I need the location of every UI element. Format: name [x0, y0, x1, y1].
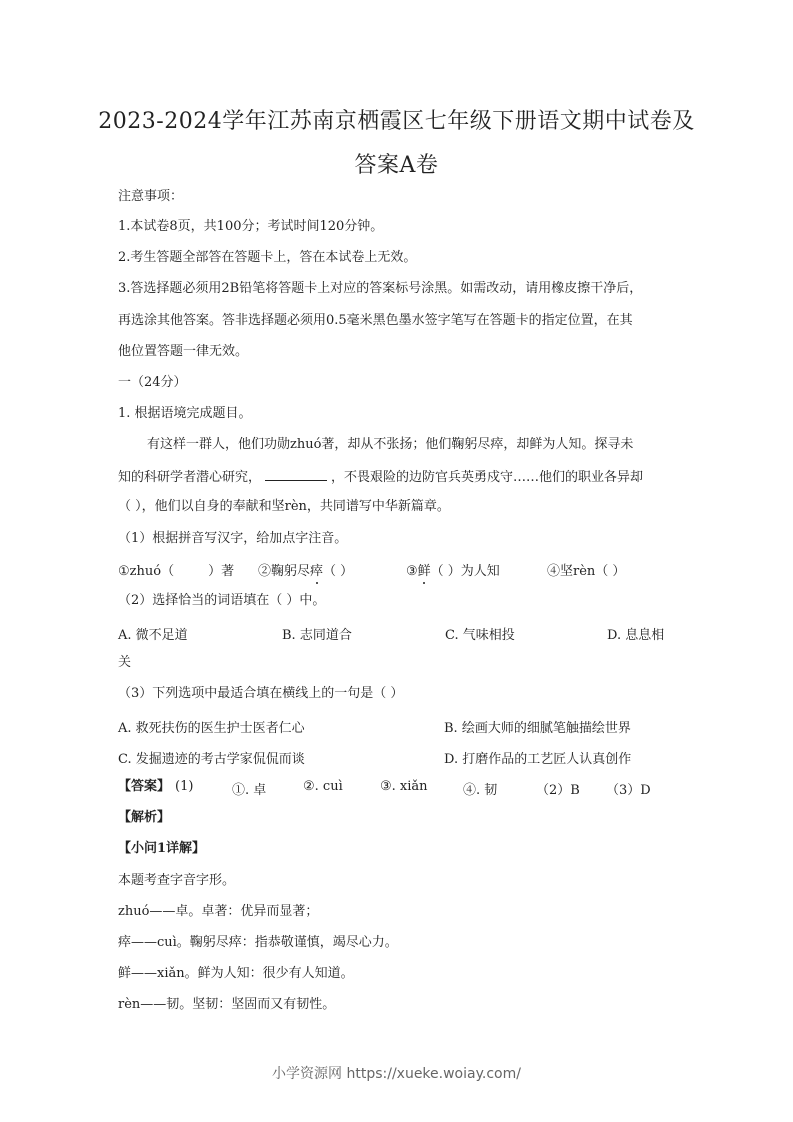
notice-item-3-cont2: 他位置答题一律无效。 — [118, 344, 249, 359]
sub-question-2-option-c: C. 气味相投 — [445, 628, 515, 643]
passage-line-2-after: ，不畏艰险的边防官兵英勇戍守……他们的职业各异却 — [331, 470, 644, 485]
passage-line-2-before: 知的科研学者潜心研究， — [118, 470, 262, 485]
section-heading: 一（24分） — [118, 375, 187, 390]
question-1-stem: 1. 根据语境完成题目。 — [118, 406, 252, 421]
fill-in-blank — [265, 468, 327, 481]
answer-part-1b: ②. cuì — [303, 779, 343, 794]
passage-line-2 — [118, 468, 643, 486]
answer-part-2: （2）B — [536, 783, 580, 798]
analysis-label: 【解析】 — [118, 810, 171, 825]
sub-question-3-option-d: D. 打磨作品的工艺匠人认真创作 — [444, 752, 632, 767]
item-a-pre: ①zhuó（ — [118, 564, 175, 579]
sub-question-3-prompt: （3）下列选项中最适合填在横线上的一句是（ ） — [118, 686, 404, 701]
item-c-dotted-char: 鲜 — [418, 560, 431, 579]
detail-label: 【小问1详解】 — [118, 841, 206, 856]
notice-item-1: 1.本试卷8页，共100分；考试时间120分钟。 — [118, 219, 384, 234]
notice-item-2: 2.考生答题全部答在答题卡上，答在本试卷上无效。 — [118, 250, 417, 265]
passage-line-3: （ ），他们以自身的奉献和坚rèn，共同谱写中华新篇章。 — [118, 499, 450, 514]
sub-question-3-option-b: B. 绘画大师的细腻笔触描绘世界 — [444, 721, 631, 736]
sub-question-3-option-a: A. 救死扶伤的医生护士医者仁心 — [118, 721, 305, 736]
item-b-post: （ ） — [323, 564, 354, 579]
document-title-line1: 2023-2024学年江苏南京栖霞区七年级下册语文期中试卷及 — [98, 109, 695, 134]
document-title-line2: 答案A卷 — [354, 153, 439, 178]
explanation-line-4: 鲜——xiǎn。鲜为人知：很少有人知道。 — [118, 966, 354, 981]
sub-question-1-item-b — [258, 560, 353, 579]
sub-question-1-item-d: ④坚rèn（ ） — [547, 564, 626, 579]
sub-question-2-option-a: A. 微不足道 — [118, 628, 188, 643]
explanation-line-2: zhuó——卓。卓著：优异而显著； — [118, 904, 319, 919]
answer-part-3: （3）D — [606, 783, 651, 798]
answer-part-1: (1) — [175, 779, 194, 794]
notice-item-3: 3.答选择题必须用2B铅笔将答题卡上对应的答案标号涂黑。如需改动，请用橡皮擦干净后， — [118, 281, 643, 296]
answer-part-1a: ①. 卓 — [232, 783, 267, 798]
notice-heading: 注意事项： — [118, 189, 184, 204]
sub-question-1-prompt: （1）根据拼音写汉字，给加点字注音。 — [118, 531, 348, 546]
sub-question-3-option-c: C. 发掘遗迹的考古学家侃侃而谈 — [118, 752, 305, 767]
sub-question-2-option-d: D. 息息相 — [607, 628, 665, 643]
passage-line-1: 有这样一群人，他们功勋zhuó著，却从不张扬；他们鞠躬尽瘁，却鲜为人知。探寻未 — [147, 437, 634, 452]
notice-item-3-cont: 再选涂其他答案。答非选择题必须用0.5毫米黑色墨水签字笔写在答题卡的指定位置，在其 — [118, 313, 633, 328]
sub-question-1-item-a — [118, 560, 234, 579]
item-c-post: （ ）为人知 — [430, 564, 500, 579]
item-a-post: ）著 — [208, 564, 235, 579]
answer-part-1c: ③. xiǎn — [380, 779, 428, 794]
sub-question-1-item-c — [406, 560, 500, 579]
sub-question-2-option-d-wrap: 关 — [118, 655, 132, 670]
item-b-pre: ②鞠躬尽 — [258, 564, 311, 579]
explanation-line-3: 瘁——cuì。鞠躬尽瘁：指恭敬谨慎，竭尽心力。 — [118, 935, 398, 950]
sub-question-2-prompt: （2）选择恰当的词语填在（ ）中。 — [118, 593, 326, 608]
answer-line — [118, 779, 170, 795]
sub-question-2-option-b: B. 志同道合 — [282, 628, 352, 643]
answer-label: 【答案】 — [118, 779, 171, 794]
explanation-line-5: rèn——韧。坚韧：坚固而又有韧性。 — [118, 997, 336, 1012]
item-c-pre: ③ — [406, 564, 418, 579]
item-b-dotted-char: 瘁 — [310, 560, 323, 579]
footer-watermark: 小学资源网 https://xueke.woiay.com/ — [272, 1066, 521, 1082]
explanation-line-1: 本题考查字音字形。 — [118, 873, 236, 888]
answer-part-1d: ④. 韧 — [463, 783, 498, 798]
